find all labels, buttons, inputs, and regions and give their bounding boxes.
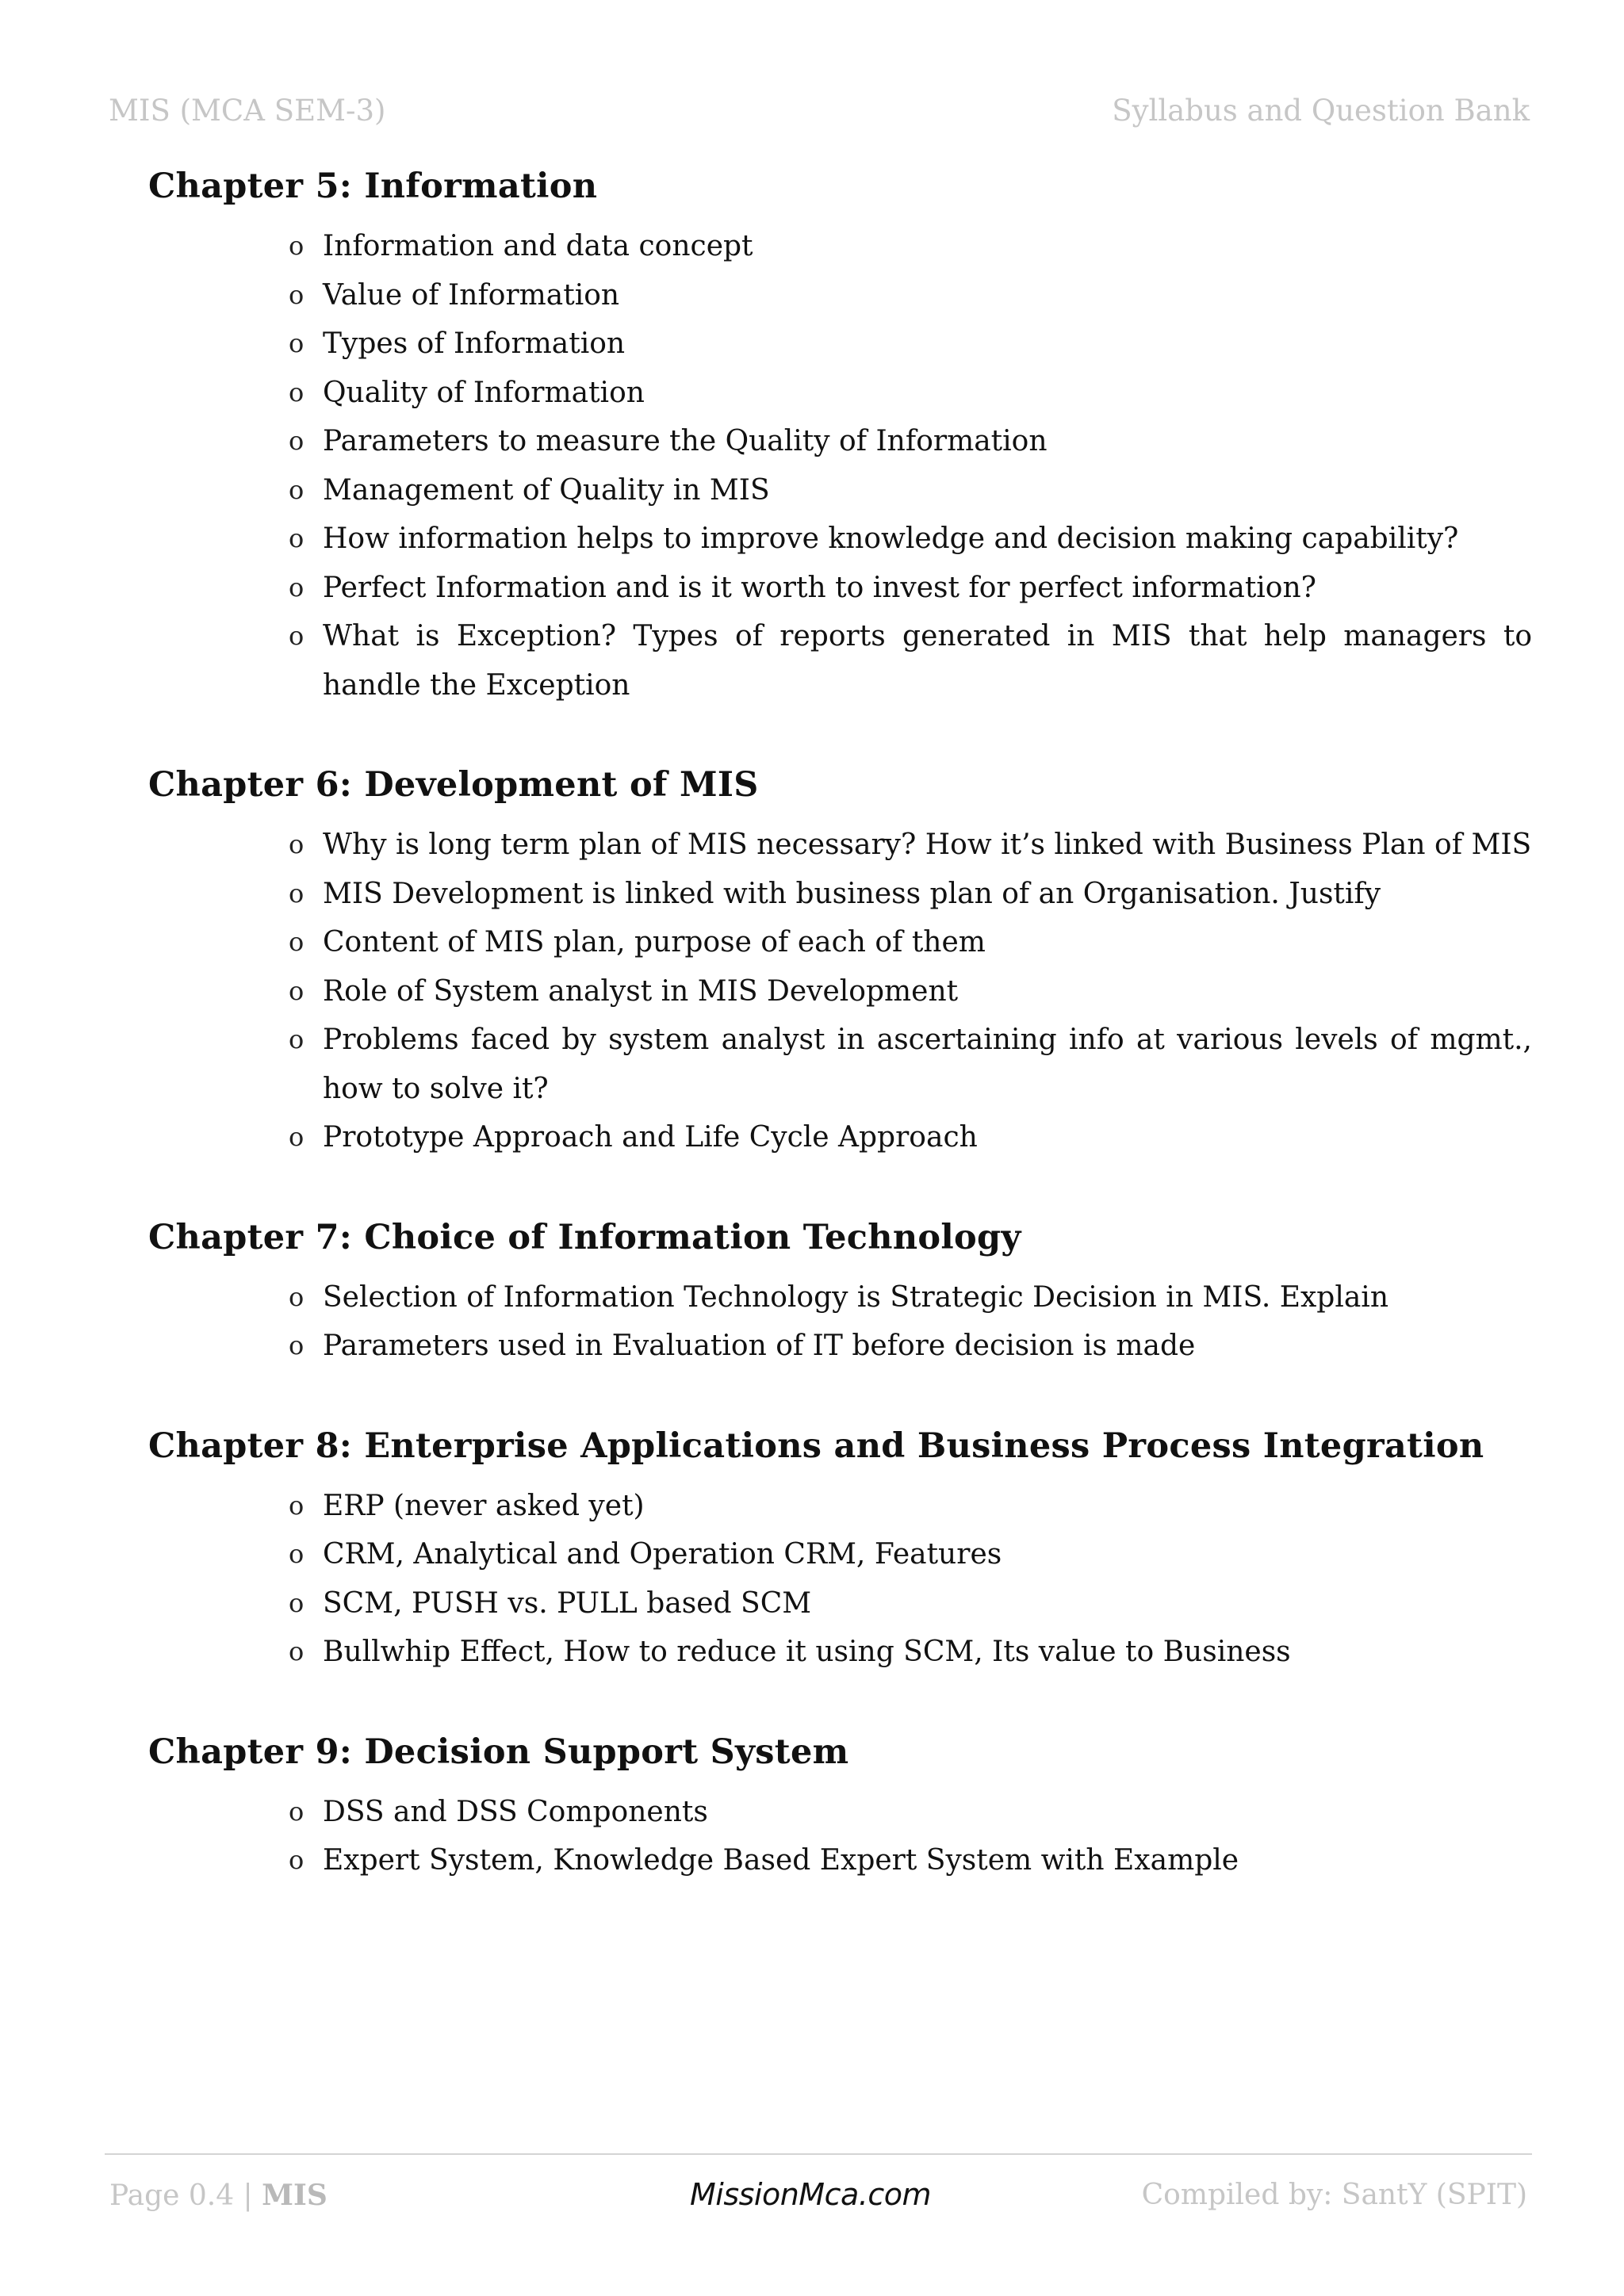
topic-item: o Value of Information [323,271,1532,320]
circle-bullet-icon: o [289,328,304,358]
topic-list [148,1482,1532,1677]
chapter-8 [148,1418,1532,1677]
topic-item: o DSS and DSS Components [323,1788,1532,1837]
circle-bullet-icon: o [289,975,304,1006]
circle-bullet-icon: o [289,1330,304,1360]
circle-bullet-icon: o [289,523,304,553]
header-doc-type: Syllabus and Question Bank [1112,94,1530,128]
topic-list [148,1273,1532,1371]
circle-bullet-icon: o [289,426,304,456]
topic-item: o Why is long term plan of MIS necessary? How it’s linked with Business Plan of MIS [323,821,1532,870]
circle-bullet-icon: o [289,878,304,909]
circle-bullet-icon: o [289,927,304,957]
topic-item: o Prototype Approach and Life Cycle Approach [323,1113,1532,1162]
chapter-title: Chapter 9: Decision Support System [148,1732,849,1772]
circle-bullet-icon: o [289,1636,304,1667]
circle-bullet-icon: o [289,1281,304,1312]
chapter-title: Chapter 8: Enterprise Applications and Business Process Integration [148,1425,1484,1466]
topic-item: o Role of System analyst in MIS Development [323,967,1532,1016]
chapter-title: Chapter 7: Choice of Information Technology [148,1217,1021,1257]
chapter-6 [148,757,1532,1162]
topic-item: o Quality of Information [323,369,1532,418]
chapter-9 [148,1724,1532,1885]
chapter-title: Chapter 6: Development of MIS [148,765,759,805]
circle-bullet-icon: o [289,1122,304,1152]
topic-item: o How information helps to improve knowledge and decision making capability? [323,515,1532,564]
header-course: MIS (MCA SEM-3) [109,94,386,128]
topic-item: o Selection of Information Technology is Strategic Decision in MIS. Explain [323,1273,1532,1322]
chapter-title: Chapter 5: Information [148,166,598,206]
topic-item: o What is Exception? Types of reports generated in MIS that help managers to handle the Exception [323,612,1532,710]
circle-bullet-icon: o [289,1024,304,1054]
page-footer [105,2153,1532,2212]
circle-bullet-icon: o [289,279,304,310]
circle-bullet-icon: o [289,572,304,603]
topic-item: o CRM, Analytical and Operation CRM, Features [323,1530,1532,1579]
topic-item: o Problems faced by system analyst in ascertaining info at various levels of mgmt., how to solve it? [323,1016,1532,1113]
chapter-7 [148,1210,1532,1371]
circle-bullet-icon: o [289,231,304,261]
circle-bullet-icon: o [289,621,304,651]
circle-bullet-icon: o [289,1796,304,1827]
circle-bullet-icon: o [289,1539,304,1569]
circle-bullet-icon: o [289,1845,304,1875]
circle-bullet-icon: o [289,1490,304,1521]
topic-list [148,1788,1532,1885]
topic-item: o Content of MIS plan, purpose of each of them [323,918,1532,967]
topic-item: o Management of Quality in MIS [323,466,1532,515]
topic-item: o ERP (never asked yet) [323,1482,1532,1531]
topic-item: o Perfect Information and is it worth to invest for perfect information? [323,564,1532,613]
topic-item: o Information and data concept [323,222,1532,271]
circle-bullet-icon: o [289,474,304,505]
footer-compiler: Compiled by: SantY (SPIT) [1141,2179,1527,2211]
topic-item: o Parameters used in Evaluation of IT before decision is made [323,1322,1532,1371]
topic-item: o Bullwhip Effect, How to reduce it using SCM, Its value to Business [323,1628,1532,1677]
topic-list [148,821,1532,1162]
circle-bullet-icon: o [289,1587,304,1618]
topic-item: o SCM, PUSH vs. PULL based SCM [323,1579,1532,1628]
circle-bullet-icon: o [289,829,304,859]
circle-bullet-icon: o [289,377,304,408]
topic-list [148,222,1532,710]
missionmca-logo: MissionMca.com [689,2177,932,2212]
footer-subject: MIS [262,2179,327,2212]
page-number: Page 0.4 | MIS [109,2179,327,2212]
topic-item: o Expert System, Knowledge Based Expert System with Example [323,1836,1532,1885]
syllabus-content [148,159,1532,1933]
page-header [109,94,1530,133]
topic-item: o Types of Information [323,320,1532,369]
topic-item: o MIS Development is linked with business plan of an Organisation. Justify [323,870,1532,919]
chapter-5 [148,159,1532,710]
topic-item: o Parameters to measure the Quality of Information [323,417,1532,466]
